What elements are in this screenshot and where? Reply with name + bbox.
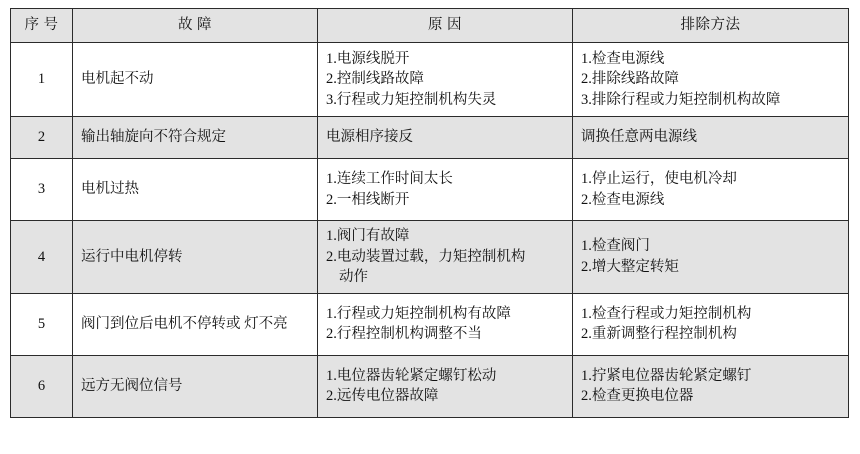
fix-line: 1.检查电源线 bbox=[581, 50, 665, 67]
cause-line: 2.一相线断开 bbox=[326, 191, 410, 208]
header-row bbox=[11, 9, 849, 43]
column-header-cause: 原 因 bbox=[318, 9, 573, 43]
table-row bbox=[11, 117, 849, 159]
cause-line: 2.电动装置过载，力矩控制机构 bbox=[326, 248, 526, 265]
row-fault: 电机过热 bbox=[73, 159, 318, 221]
fix-line: 2.增大整定转矩 bbox=[581, 258, 679, 275]
fix-line: 2.检查电源线 bbox=[581, 191, 665, 208]
row-fix bbox=[573, 117, 849, 159]
cause-line: 动作 bbox=[339, 269, 368, 286]
row-cause bbox=[318, 159, 573, 221]
row-number: 2 bbox=[11, 117, 73, 159]
fault-troubleshooting-table bbox=[10, 8, 849, 418]
cause-line: 3.行程或力矩控制机构失灵 bbox=[326, 91, 497, 108]
fix-line: 1.检查阀门 bbox=[581, 238, 650, 255]
row-fix bbox=[573, 221, 849, 294]
column-header-no: 序 号 bbox=[11, 9, 73, 43]
row-cause bbox=[318, 355, 573, 417]
row-fault: 远方无阀位信号 bbox=[73, 355, 318, 417]
table-body bbox=[11, 43, 849, 418]
fix-line: 1.拧紧电位器齿轮紧定螺钉 bbox=[581, 367, 752, 384]
row-fault: 阀门到位后电机不停转或 灯不亮 bbox=[73, 293, 318, 355]
cause-line: 1.行程或力矩控制机构有故障 bbox=[326, 305, 511, 322]
row-cause bbox=[318, 221, 573, 294]
table-row bbox=[11, 159, 849, 221]
fix-line: 2.检查更换电位器 bbox=[581, 388, 694, 405]
cause-line: 2.行程控制机构调整不当 bbox=[326, 326, 482, 343]
row-number: 6 bbox=[11, 355, 73, 417]
column-header-fault: 故 障 bbox=[73, 9, 318, 43]
fix-line: 3.排除行程或力矩控制机构故障 bbox=[581, 91, 781, 108]
row-fix bbox=[573, 293, 849, 355]
table-row bbox=[11, 43, 849, 117]
cause-line: 1.电源线脱开 bbox=[326, 50, 410, 67]
table-row bbox=[11, 293, 849, 355]
row-number: 3 bbox=[11, 159, 73, 221]
cause-line: 2.远传电位器故障 bbox=[326, 388, 439, 405]
row-cause bbox=[318, 293, 573, 355]
row-fault: 输出轴旋向不符合规定 bbox=[73, 117, 318, 159]
row-fix bbox=[573, 159, 849, 221]
cause-line: 1.电位器齿轮紧定螺钉松动 bbox=[326, 367, 497, 384]
cause-line: 电源相序接反 bbox=[326, 129, 413, 146]
fix-line: 调换任意两电源线 bbox=[581, 129, 697, 146]
fix-line: 1.停止运行，使电机冷却 bbox=[581, 170, 737, 187]
cause-line: 2.控制线路故障 bbox=[326, 71, 424, 88]
fix-line: 2.重新调整行程控制机构 bbox=[581, 326, 737, 343]
table-row bbox=[11, 355, 849, 417]
row-number: 4 bbox=[11, 221, 73, 294]
fix-line: 2.排除线路故障 bbox=[581, 71, 679, 88]
row-number: 1 bbox=[11, 43, 73, 117]
row-number: 5 bbox=[11, 293, 73, 355]
row-fault: 运行中电机停转 bbox=[73, 221, 318, 294]
row-cause bbox=[318, 43, 573, 117]
row-cause bbox=[318, 117, 573, 159]
column-header-fix: 排除方法 bbox=[573, 9, 849, 43]
row-fix bbox=[573, 43, 849, 117]
cause-line: 1.阀门有故障 bbox=[326, 228, 410, 244]
table-row bbox=[11, 221, 849, 294]
fix-line: 1.检查行程或力矩控制机构 bbox=[581, 305, 752, 322]
row-fix bbox=[573, 355, 849, 417]
row-fault: 电机起不动 bbox=[73, 43, 318, 117]
table-header bbox=[11, 9, 849, 43]
cause-line: 1.连续工作时间太长 bbox=[326, 170, 453, 187]
